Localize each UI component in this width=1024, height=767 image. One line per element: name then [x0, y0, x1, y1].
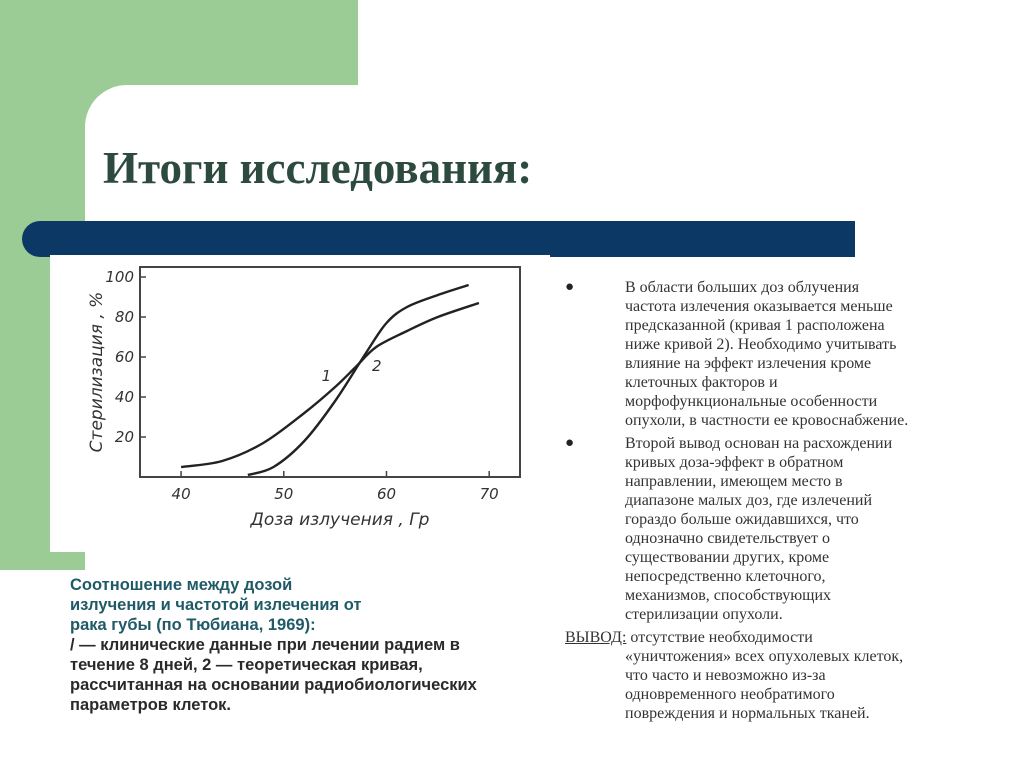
- finding-text-line: стерилизации опухоли.: [625, 606, 783, 623]
- x-tick-label: 70: [479, 485, 499, 503]
- x-tick-label: 50: [274, 485, 294, 503]
- x-tick-label: 40: [171, 485, 191, 503]
- finding-text-line: существовании других, кроме: [625, 549, 830, 566]
- conclusion: [565, 628, 995, 723]
- caption-desc-line: параметров клеток.: [70, 696, 231, 714]
- conclusion-first-text: отсутствие необходимости: [626, 629, 813, 646]
- bullet-dot-icon: ●: [565, 435, 575, 451]
- finding-text-line: Второй вывод основан на расхождении: [625, 435, 893, 452]
- chart-figure: [50, 255, 550, 552]
- conclusion-text-line: «уничтожения» всех опухолевых клеток,: [625, 648, 904, 665]
- y-axis-label: Стерилизация , %: [87, 291, 107, 453]
- caption-title-line: излучения и частотой излечения от: [70, 596, 362, 614]
- finding-text-line: частота излечения оказывается меньше: [625, 298, 893, 315]
- finding-text-line: гораздо больше ожидавшихся, что: [625, 511, 859, 528]
- series-label-2: 2: [371, 357, 382, 375]
- finding-text-line: влияние на эффект излечения кроме: [625, 355, 872, 372]
- y-tick-label: 40: [114, 388, 134, 406]
- finding-text-line: непосредственно клеточного,: [625, 568, 826, 585]
- findings-list: [565, 278, 995, 624]
- series-line-1: [181, 303, 479, 467]
- y-tick-label: 60: [114, 348, 134, 366]
- title-underline-bar: [22, 221, 855, 257]
- dose-response-chart: [50, 255, 550, 552]
- finding-text-line: морфофункциональные особенности: [625, 393, 878, 410]
- y-tick-label: 80: [114, 308, 134, 326]
- caption-title-line: рака губы (по Тюбиана, 1969):: [70, 616, 316, 634]
- caption-title-line: Соотношение между дозой: [70, 576, 293, 594]
- series-label-1: 1: [321, 367, 332, 385]
- conclusion-text-line: что часто и невозможно из-за: [625, 667, 826, 684]
- finding-text-line: клеточных факторов и: [625, 374, 778, 391]
- finding-text-line: однозначно свидетельствует о: [625, 530, 831, 547]
- finding-text-line: кривых доза-эффект в обратном: [625, 454, 844, 471]
- x-axis-label: Доза излучения , Гр: [250, 510, 430, 530]
- finding-item: [565, 434, 995, 624]
- slide-title: Итоги исследования:: [103, 143, 533, 193]
- caption-desc-line: / — клинические данные при лечении радием в: [70, 636, 460, 654]
- caption-desc-line: рассчитанная на основании радиобиологических: [70, 676, 477, 694]
- conclusion-first-line: [565, 628, 995, 647]
- finding-text-line: предсказанной (кривая 1 расположена: [625, 317, 885, 334]
- finding-text-line: направлении, имеющем место в: [625, 473, 843, 490]
- finding-item: [565, 278, 995, 430]
- conclusion-lines: [565, 647, 995, 723]
- conclusion-label: ВЫВОД:: [565, 629, 627, 646]
- finding-text-line: механизмов, способствующих: [625, 587, 832, 604]
- y-tick-label: 20: [114, 428, 134, 446]
- x-tick-label: 60: [376, 485, 397, 503]
- finding-text-line: В области больших доз облучения: [625, 279, 860, 296]
- caption-description: [70, 635, 540, 715]
- finding-text-line: опухоли, в частности ее кровоснабжение.: [625, 412, 909, 429]
- findings-column: [565, 278, 995, 723]
- caption-title: [70, 575, 540, 635]
- finding-text-line: ниже кривой 2). Необходимо учитывать: [625, 336, 897, 353]
- conclusion-text-line: повреждения и нормальных тканей.: [625, 705, 870, 722]
- series-line-2: [248, 285, 469, 475]
- bullet-dot-icon: ●: [565, 279, 575, 295]
- caption-desc-line: течение 8 дней, 2 — теоретическая кривая,: [70, 656, 423, 674]
- chart-caption: [70, 575, 540, 715]
- y-tick-label: 100: [105, 268, 134, 286]
- finding-text-line: диапазоне малых доз, где излечений: [625, 492, 873, 509]
- conclusion-text-line: одновременного необратимого: [625, 686, 835, 703]
